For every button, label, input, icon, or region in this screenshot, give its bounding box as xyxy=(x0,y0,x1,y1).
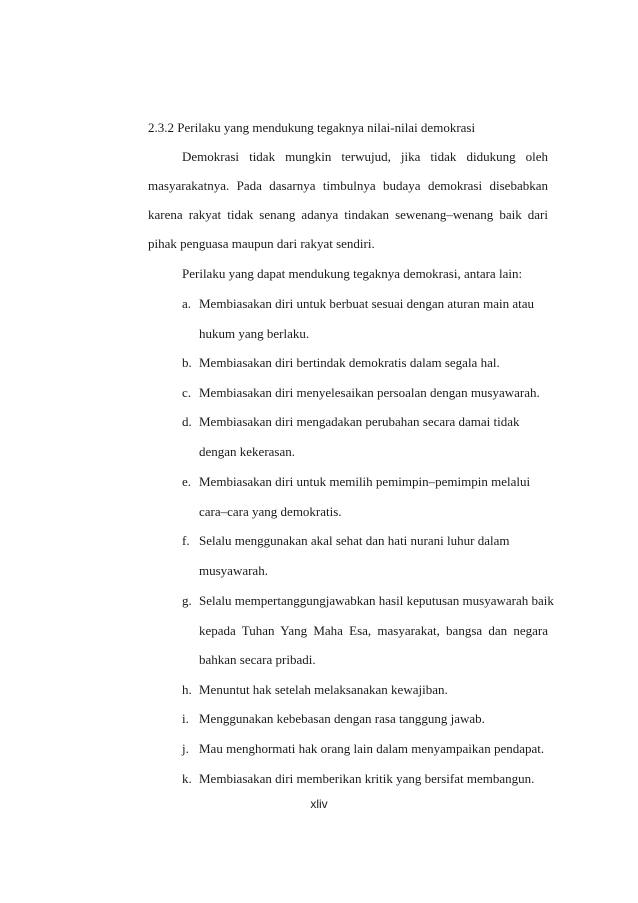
list-item-text: Membiasakan diri mengadakan perubahan secara damai tidak xyxy=(199,414,520,429)
list-item-continuation: bahkan secara pribadi. xyxy=(199,652,316,667)
list-intro: Perilaku yang dapat mendukung tegaknya demokrasi, antara lain: xyxy=(182,266,523,281)
list-marker: d. xyxy=(182,414,192,429)
list-item-text: Menggunakan kebebasan dengan rasa tanggung jawab. xyxy=(199,711,485,726)
list-marker: k. xyxy=(182,771,192,786)
list-item-continuation: cara–cara yang demokratis. xyxy=(199,504,342,519)
list-item-text: Membiasakan diri menyelesaikan persoalan dengan musyawarah. xyxy=(199,385,540,400)
list-item-continuation: musyawarah. xyxy=(199,563,268,578)
list-item-continuation: dengan kekerasan. xyxy=(199,444,296,459)
section-heading: 2.3.2 Perilaku yang mendukung tegaknya nilai-nilai demokrasi xyxy=(148,120,476,135)
list-marker: a. xyxy=(182,296,192,311)
list-marker: h. xyxy=(182,682,192,697)
paragraph-line-3: karena rakyat tidak senang adanya tindakan sewenang–wenang baik dari xyxy=(148,207,548,222)
list-item-text: Selalu menggunakan akal sehat dan hati nurani luhur dalam xyxy=(199,533,510,548)
list-marker: e. xyxy=(182,474,192,489)
list-marker: f. xyxy=(182,533,190,548)
list-item-continuation: kepada Tuhan Yang Maha Esa, masyarakat, bangsa dan negara xyxy=(199,623,548,638)
list-marker: i. xyxy=(182,711,189,726)
list-item-text: Menuntut hak setelah melaksanakan kewajiban. xyxy=(199,682,448,697)
list-marker: g. xyxy=(182,593,192,608)
paragraph-line-4: pihak penguasa maupun dari rakyat sendiri. xyxy=(148,236,375,251)
list-item-text: Mau menghormati hak orang lain dalam menyampaikan pendapat. xyxy=(199,741,545,756)
paragraph-line-1: Demokrasi tidak mungkin terwujud, jika tidak didukung oleh xyxy=(182,149,548,164)
list-item-continuation: hukum yang berlaku. xyxy=(199,326,310,341)
list-marker: c. xyxy=(182,385,192,400)
list-item-text: Membiasakan diri untuk berbuat sesuai dengan aturan main atau xyxy=(199,296,535,311)
list-item-text: Membiasakan diri bertindak demokratis dalam segala hal. xyxy=(199,355,500,370)
list-marker: j. xyxy=(182,741,189,756)
list-item-text: Selalu mempertanggungjawabkan hasil keputusan musyawarah baik xyxy=(199,593,554,608)
paragraph-line-2: masyarakatnya. Pada dasarnya timbulnya budaya demokrasi disebabkan xyxy=(148,178,548,193)
page-number: xliv xyxy=(310,797,328,811)
list-marker: b. xyxy=(182,355,192,370)
list-item-text: Membiasakan diri untuk memilih pemimpin–pemimpin melalui xyxy=(199,474,531,489)
list-item-text: Membiasakan diri memberikan kritik yang bersifat membangun. xyxy=(199,771,535,786)
